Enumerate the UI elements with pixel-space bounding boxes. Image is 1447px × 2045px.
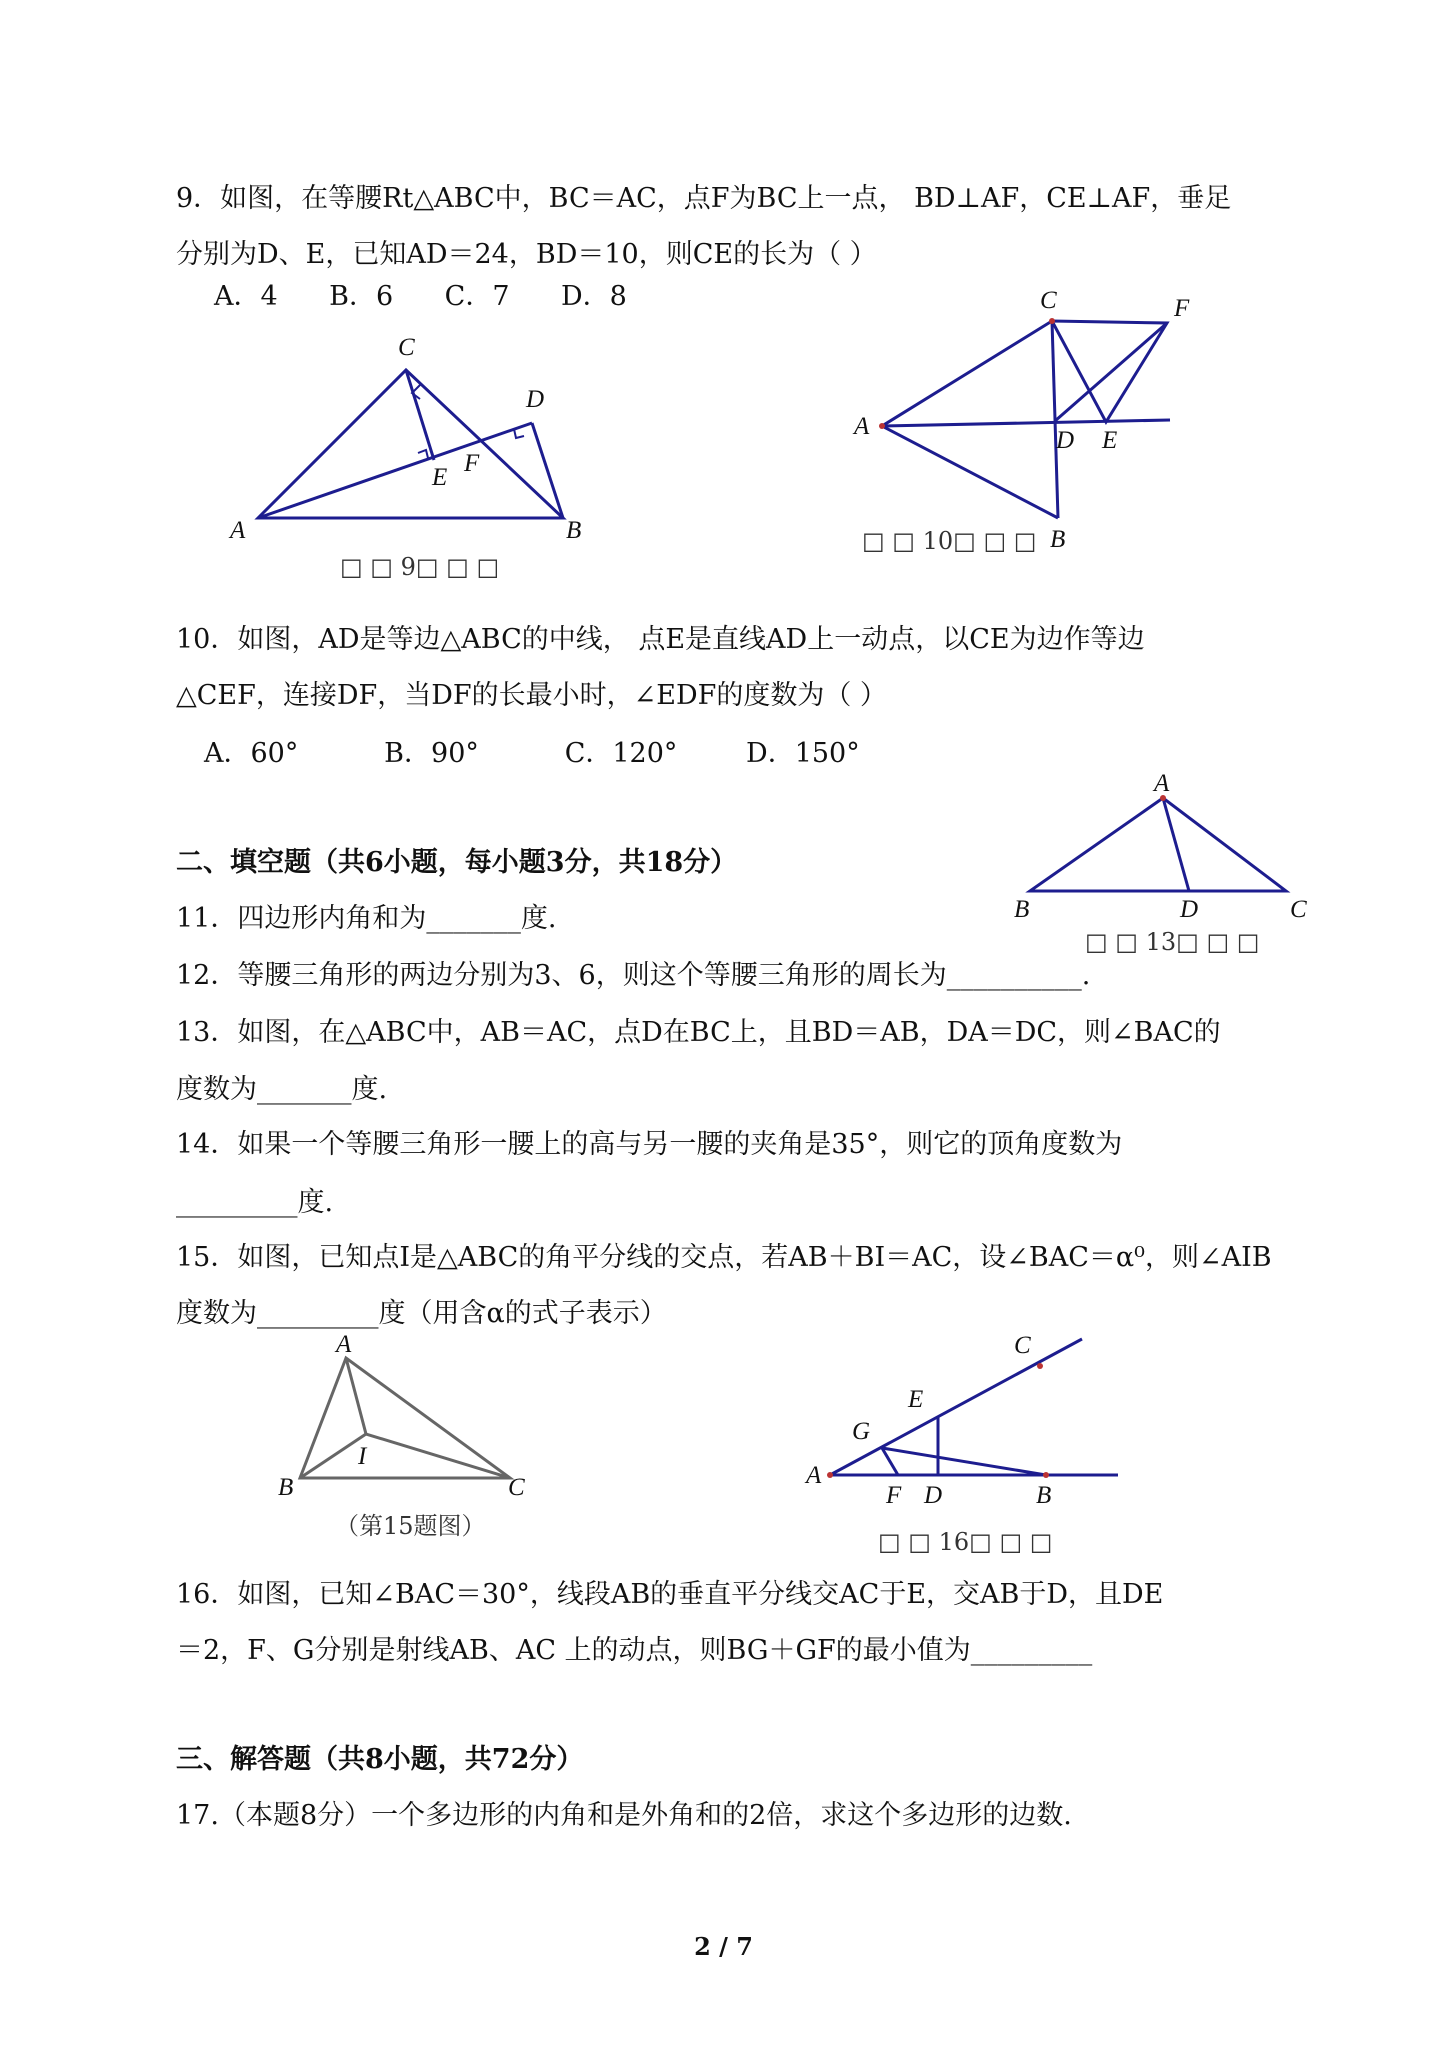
fig16-caption: □ □ 16□ □ □ [878, 1528, 1053, 1556]
q13-line1: 13．如图，在△ABC中，AB＝AC，点D在BC上，且BD＝AB，DA＝DC，则∠BAC的 [176, 1017, 1221, 1048]
q11-text: 11．四边形内角和为_______度. [176, 903, 557, 934]
fig16-label-b: B [1036, 1482, 1052, 1509]
fig9-line-ad [258, 423, 532, 518]
q16-line1: 16．如图，已知∠BAC＝30°，线段AB的垂直平分线交AC于E，交AB于D，且DE [176, 1579, 1164, 1610]
q13-line2: 度数为_______度. [176, 1074, 388, 1105]
fig15-caption: （第15题图） [335, 1512, 486, 1540]
figure-9 [220, 325, 600, 585]
fig10-point-c [1049, 318, 1055, 324]
fig16-point-c [1037, 1363, 1043, 1369]
q10-line1: 10．如图，AD是等边△ABC的中线， 点E是直线AD上一动点，以CE为边作等边 [176, 624, 1145, 655]
fig16-label-c: C [1014, 1332, 1031, 1359]
fig13-caption: □ □ 13□ □ □ [1085, 928, 1260, 956]
fig10-label-c: C [1040, 287, 1057, 314]
fig10-label-e: E [1102, 427, 1118, 454]
q9-options: A．4 B．6 C．7 D．8 [214, 281, 627, 312]
fig16-label-f: F [886, 1482, 902, 1509]
fig16-line-gb [882, 1448, 1046, 1475]
fig10-caption: □ □ 10□ □ □ [862, 527, 1037, 555]
q9-line2: 分别为D、E，已知AD＝24，BD＝10，则CE的长为（ ） [176, 239, 877, 270]
q17-text: 17.（本题8分）一个多边形的内角和是外角和的2倍，求这个多边形的边数. [176, 1800, 1072, 1831]
fig16-point-a [827, 1472, 833, 1478]
fig10-label-d: D [1056, 427, 1075, 454]
fig13-label-c: C [1290, 896, 1307, 923]
fig10-sides-ab [882, 321, 1058, 518]
fig13-label-d: D [1180, 896, 1199, 923]
section-2-heading: 二、填空题（共6小题，每小题3分，共18分） [176, 847, 738, 878]
page-number: 2 / 7 [694, 1932, 753, 1961]
fig16-line-gf [882, 1448, 898, 1475]
fig15-label-a: A [336, 1331, 352, 1358]
fig10-label-b: B [1050, 526, 1066, 553]
fig16-label-d: D [924, 1482, 943, 1509]
fig15-label-i: I [358, 1443, 367, 1470]
fig10-point-a [879, 423, 885, 429]
fig9-label-d: D [526, 386, 545, 413]
section-3-heading: 三、解答题（共8小题，共72分） [176, 1744, 584, 1775]
fig9-triangle [258, 370, 563, 518]
q10-options: A．60° B．90° C．120° D．150° [204, 738, 860, 769]
fig10-label-f: F [1174, 295, 1190, 322]
fig9-label-f: F [464, 450, 480, 477]
fig13-triangle [1030, 798, 1286, 891]
fig16-label-a: A [806, 1462, 822, 1489]
q12-text: 12．等腰三角形的两边分别为3、6，则这个等腰三角形的周长为__________. [176, 960, 1091, 991]
figure-16 [800, 1325, 1140, 1525]
fig9-caption: □ □ 9□ □ □ [340, 553, 500, 581]
fig16-ray-ac [830, 1339, 1082, 1475]
q16-line2: ＝2，F、G分别是射线AB、AC 上的动点，则BG＋GF的最小值为_________ [176, 1635, 1093, 1666]
figure-15 [270, 1330, 540, 1500]
fig10-line-df [1055, 323, 1167, 421]
figure-13 [1000, 770, 1320, 923]
fig13-line-ad [1163, 798, 1189, 891]
figure-10 [840, 280, 1200, 560]
fig9-right-angle-d [514, 429, 524, 438]
fig10-line-ad [882, 420, 1170, 426]
fig9-label-e: E [432, 464, 448, 491]
q9-line1: 9．如图，在等腰Rt△ABC中，BC＝AC，点F为BC上一点， BD⊥AF，CE⊥AF，垂足 [176, 183, 1232, 214]
fig10-label-a: A [854, 413, 870, 440]
fig9-right-angle-e [418, 450, 428, 458]
fig9-label-c: C [398, 334, 415, 361]
fig16-point-b [1043, 1472, 1049, 1478]
fig15-label-c: C [508, 1474, 525, 1501]
q14-line1: 14．如果一个等腰三角形一腰上的高与另一腰的夹角是35°，则它的顶角度数为 [176, 1129, 1123, 1160]
fig13-label-a: A [1154, 770, 1170, 797]
fig16-label-e: E [908, 1386, 924, 1413]
fig13-label-b: B [1014, 896, 1030, 923]
q15-line1: 15．如图，已知点I是△ABC的角平分线的交点，若AB＋BI＝AC，设∠BAC＝α⁰，则∠AIB [176, 1242, 1272, 1273]
q15-line2: 度数为_________度（用含α的式子表示） [176, 1298, 667, 1329]
fig16-label-g: G [852, 1418, 871, 1445]
fig9-label-a: A [230, 517, 246, 544]
fig15-label-b: B [278, 1474, 294, 1501]
q14-line2: _________度. [176, 1187, 334, 1218]
fig15-triangle [300, 1358, 510, 1478]
fig9-label-b: B [566, 517, 582, 544]
q10-line2: △CEF，连接DF，当DF的长最小时，∠EDF的度数为（ ） [176, 680, 887, 711]
